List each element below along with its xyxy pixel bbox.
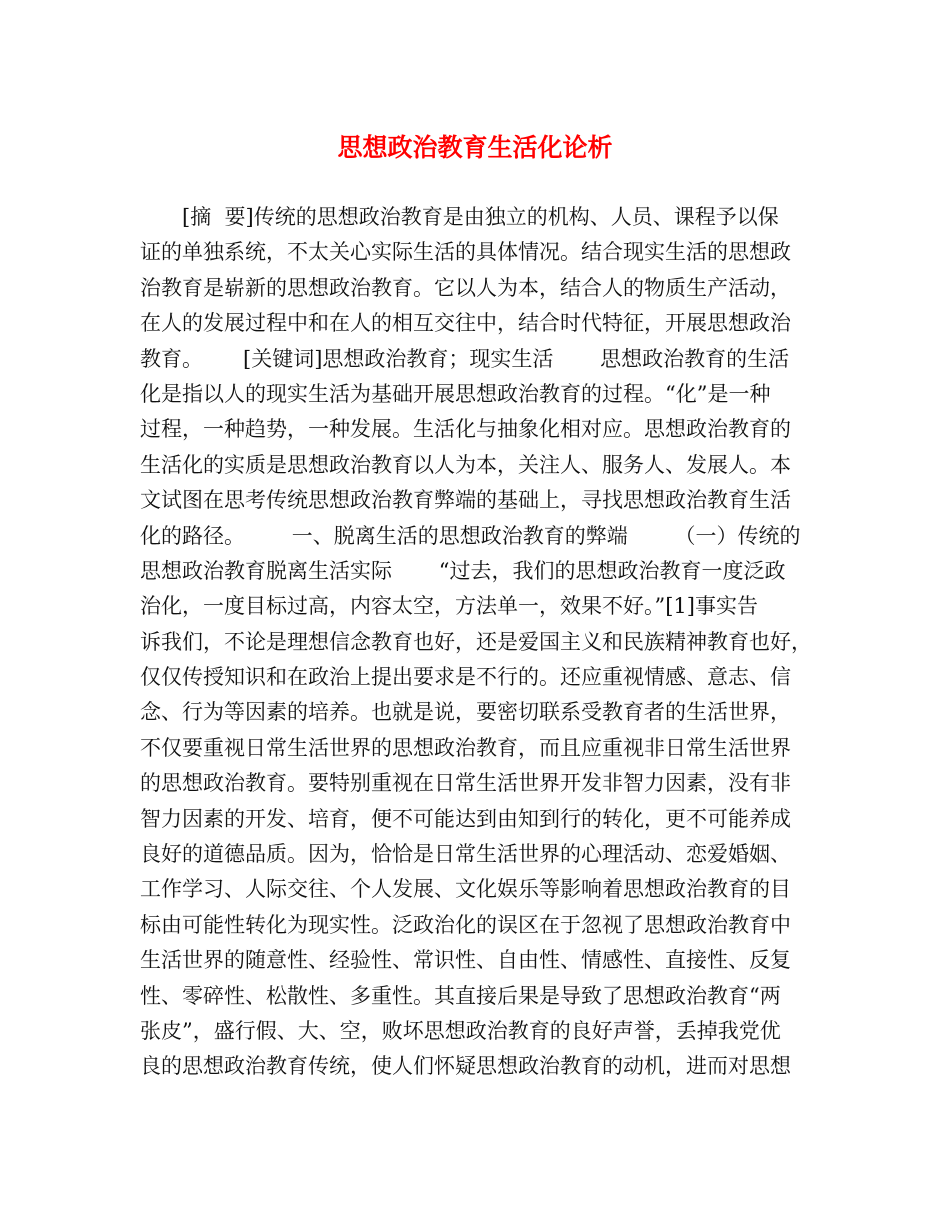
text-line: 工作学习、人际交往、个人发展、文化娱乐等影响着思想政治教育的目 [140,877,791,902]
text-line: 生活化的实质是思想政治教育以人为本，关注人、服务人、发展人。本 [140,452,791,477]
text-line: 良好的道德品质。因为，恰恰是日常生活世界的心理活动、恋爱婚姻、 [140,842,791,867]
text-line: 仅仅传授知识和在政治上提出要求是不行的。还应重视情感、意志、信 [140,665,791,690]
text-line: 治化，一度目标过高，内容太空，方法单一，效果不好。”[1]事实告 [140,594,758,619]
text-line: 证的单独系统，不太关心实际生活的具体情况。结合现实生活的思想政 [140,240,791,265]
text-line: 思想政治教育脱离生活实际 “过去，我们的思想政治教育一度泛政 [140,558,786,583]
text-line: [摘 要]传统的思想政治教育是由独立的机构、人员、课程予以保 [140,205,779,229]
text-line: 在人的发展过程中和在人的相互交往中，结合时代特征，开展思想政治 [140,311,791,336]
text-line: 智力因素的开发、培育，便不可能达到由知到行的转化，更不可能养成 [140,806,791,831]
text-line: 张皮”，盛行假、大、空，败坏思想政治教育的良好声誉，丢掉我党优 [140,1018,781,1043]
text-line: 文试图在思考传统思想政治教育弊端的基础上，寻找思想政治教育生活 [140,488,791,513]
text-line: 化是指以人的现实生活为基础开展思想政治教育的过程。“化”是一种 [140,381,771,406]
text-line: 过程，一种趋势，一种发展。生活化与抽象化相对应。思想政治教育的 [140,417,791,442]
page-title: 思想政治教育生活化论析 [337,133,613,162]
text-line: 标由可能性转化为现实性。泛政治化的误区在于忽视了思想政治教育中 [140,912,791,937]
text-line: 不仅要重视日常生活世界的思想政治教育，而且应重视非日常生活世界 [140,735,791,760]
text-line: 诉我们，不论是理想信念教育也好，还是爱国主义和民族精神教育也好， [140,629,812,654]
text-line: 的思想政治教育。要特别重视在日常生活世界开发非智力因素，没有非 [140,771,791,796]
text-line: 教育。 [关键词]思想政治教育；现实生活 思想政治教育的生活 [140,346,790,371]
text-line: 念、行为等因素的培养。也就是说，要密切联系受教育者的生活世界， [140,700,791,725]
text-line: 化的路径。 一、脱离生活的思想政治教育的弊端 （一）传统的 [140,523,801,548]
text-line: 性、零碎性、松散性、多重性。其直接后果是导致了思想政治教育“两 [140,983,781,1008]
text-line: 生活世界的随意性、经验性、常识性、自由性、情感性、直接性、反复 [140,948,791,973]
body-text [140,200,814,1085]
text-line: 治教育是崭新的思想政治教育。它以人为本，结合人的物质生产活动， [140,275,791,300]
text-line: 良的思想政治教育传统，使人们怀疑思想政治教育的动机，进而对思想 [140,1054,791,1079]
